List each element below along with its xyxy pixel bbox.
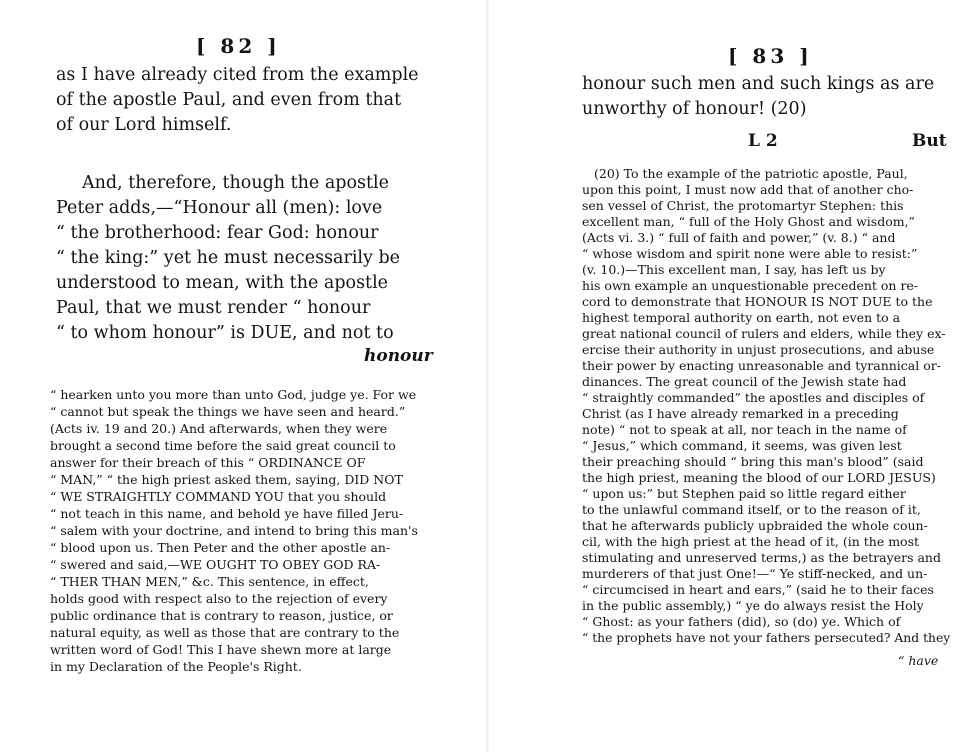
footnote-line: public ordinance that is contrary to reason, justice, or (50, 608, 393, 623)
body-line: “ the brotherhood: fear God: honour (56, 223, 379, 243)
body-line: of the apostle Paul, and even from that (56, 90, 402, 110)
catchword: But (912, 131, 947, 151)
footnote-line: “ the prophets have not your fathers persecuted? And they (582, 630, 951, 645)
footnote-line: (v. 10.)—This excellent man, I say, has left us by (582, 262, 886, 277)
footnote-line: “ upon us:” but Stephen paid so little regard either (582, 486, 906, 501)
body-line: of our Lord himself. (56, 115, 232, 135)
body-line: And, therefore, though the apostle (82, 173, 389, 193)
footnote-line: their preaching should “ bring this man's blood” (said (582, 454, 924, 469)
footnote-line: stimulating and unreserved terms,) as the betrayers and (582, 550, 941, 565)
footnote-line: excellent man, “ full of the Holy Ghost and wisdom,” (582, 214, 915, 229)
footnote-line: natural equity, as well as those that are contrary to the (50, 625, 400, 640)
footnote-line: “ THER THAN MEN,” &c. This sentence, in effect, (50, 574, 369, 589)
footnote-line: the high priest, meaning the blood of our LORD JESUS) (582, 470, 936, 485)
footnote-line: “ cannot but speak the things we have seen and heard.” (50, 404, 406, 419)
footnote-line: sen vessel of Christ, the protomartyr Stephen: this (582, 198, 904, 213)
footnote-line: “ circumcised in heart and ears,” (said he to their faces (582, 582, 934, 597)
footnote-line: “ salem with your doctrine, and intend to bring this man's (50, 523, 418, 538)
footnote-line: Christ (as I have already remarked in a preceding (582, 406, 899, 421)
footnote-line: in the public assembly,) “ ye do always resist the Holy (582, 598, 924, 613)
footnote-line: written word of God! This I have shewn more at large (50, 642, 392, 657)
body-line: “ to whom honour” is DUE, and not to (56, 323, 394, 343)
footnote-line: “ Jesus,” which command, it seems, was given lest (582, 438, 902, 453)
footnote-line: ercise their authority in unjust prosecutions, and abuse (582, 342, 935, 357)
footnote-line: (20) To the example of the patriotic apostle, Paul, (594, 166, 908, 181)
footnote-line: “ MAN,” “ the high priest asked them, saying, DID NOT (50, 472, 403, 487)
footnote-line: answer for their breach of this “ ORDINANCE OF (50, 455, 366, 470)
footnote-line: highest temporal authority on earth, not even to a (582, 310, 901, 325)
footnote-line: “ straightly commanded” the apostles and disciples of (582, 390, 925, 405)
body-line: “ the king:” yet he must necessarily be (56, 248, 401, 268)
footnote-line: cil, with the high priest at the head of it, (in the most (582, 534, 920, 549)
footnote-line: dinances. The great council of the Jewish state had (582, 374, 907, 389)
footnote-line: “ hearken unto you more than unto God, judge ye. For we (50, 387, 417, 402)
footnote-line: to the unlawful command itself, or to the reason of it, (582, 502, 921, 517)
footnote-line: “ WE STRAIGHTLY COMMAND YOU that you should (50, 489, 387, 504)
body-line: Paul, that we must render “ honour (56, 298, 371, 318)
footnote-line: his own example an unquestionable precedent on re- (582, 278, 919, 293)
footnote-line: their power by enacting unreasonable and tyrannical or- (582, 358, 941, 373)
footnote-line: note) “ not to speak at all, nor teach in the name of (582, 422, 907, 437)
footnote-line: “ not teach in this name, and behold ye have filled Jeru- (50, 506, 404, 521)
page-number: [ 83 ] (728, 44, 813, 68)
footnote-line: (Acts vi. 3.) “ full of faith and power,” (v. 8.) “ and (582, 230, 896, 245)
footnote-line: “ blood upon us. Then Peter and the other apostle an- (50, 540, 391, 555)
body-line: understood to mean, with the apostle (56, 273, 389, 293)
catchword: honour (364, 346, 433, 366)
footnote-line: “ whose wisdom and spirit none were able to resist:” (582, 246, 918, 261)
footnote-line: in my Declaration of the People's Right. (50, 659, 302, 674)
body-line: Peter adds,—“Honour all (men): love (56, 198, 383, 218)
footnote-line: great national council of rulers and elders, while they ex- (582, 326, 946, 341)
footnote-line: holds good with respect also to the rejection of every (50, 591, 388, 606)
body-line: honour such men and such kings as are (582, 74, 935, 94)
footnote-line: that he afterwards publicly upbraided the whole coun- (582, 518, 928, 533)
body-line: unworthy of honour! (20) (582, 99, 807, 119)
signature-mark: L 2 (748, 131, 778, 151)
footnote-catchword: “ have (898, 653, 939, 668)
footnote-line: “ swered and said,—WE OUGHT TO OBEY GOD RA- (50, 557, 381, 572)
footnote-line: cord to demonstrate that HONOUR IS NOT DUE to the (582, 294, 933, 309)
footnote-line: murderers of that just One!—“ Ye stiff-necked, and un- (582, 566, 928, 581)
footnote-line: upon this point, I must now add that of another cho- (582, 182, 914, 197)
footnote-line: “ Ghost: as your fathers (did), so (do) ye. Which of (582, 614, 901, 629)
right-page (490, 0, 980, 752)
page-number: [ 82 ] (196, 34, 281, 58)
body-line: as I have already cited from the example (56, 65, 419, 85)
footnote-line: brought a second time before the said great council to (50, 438, 396, 453)
footnote-line: (Acts iv. 19 and 20.) And afterwards, when they were (50, 421, 388, 436)
